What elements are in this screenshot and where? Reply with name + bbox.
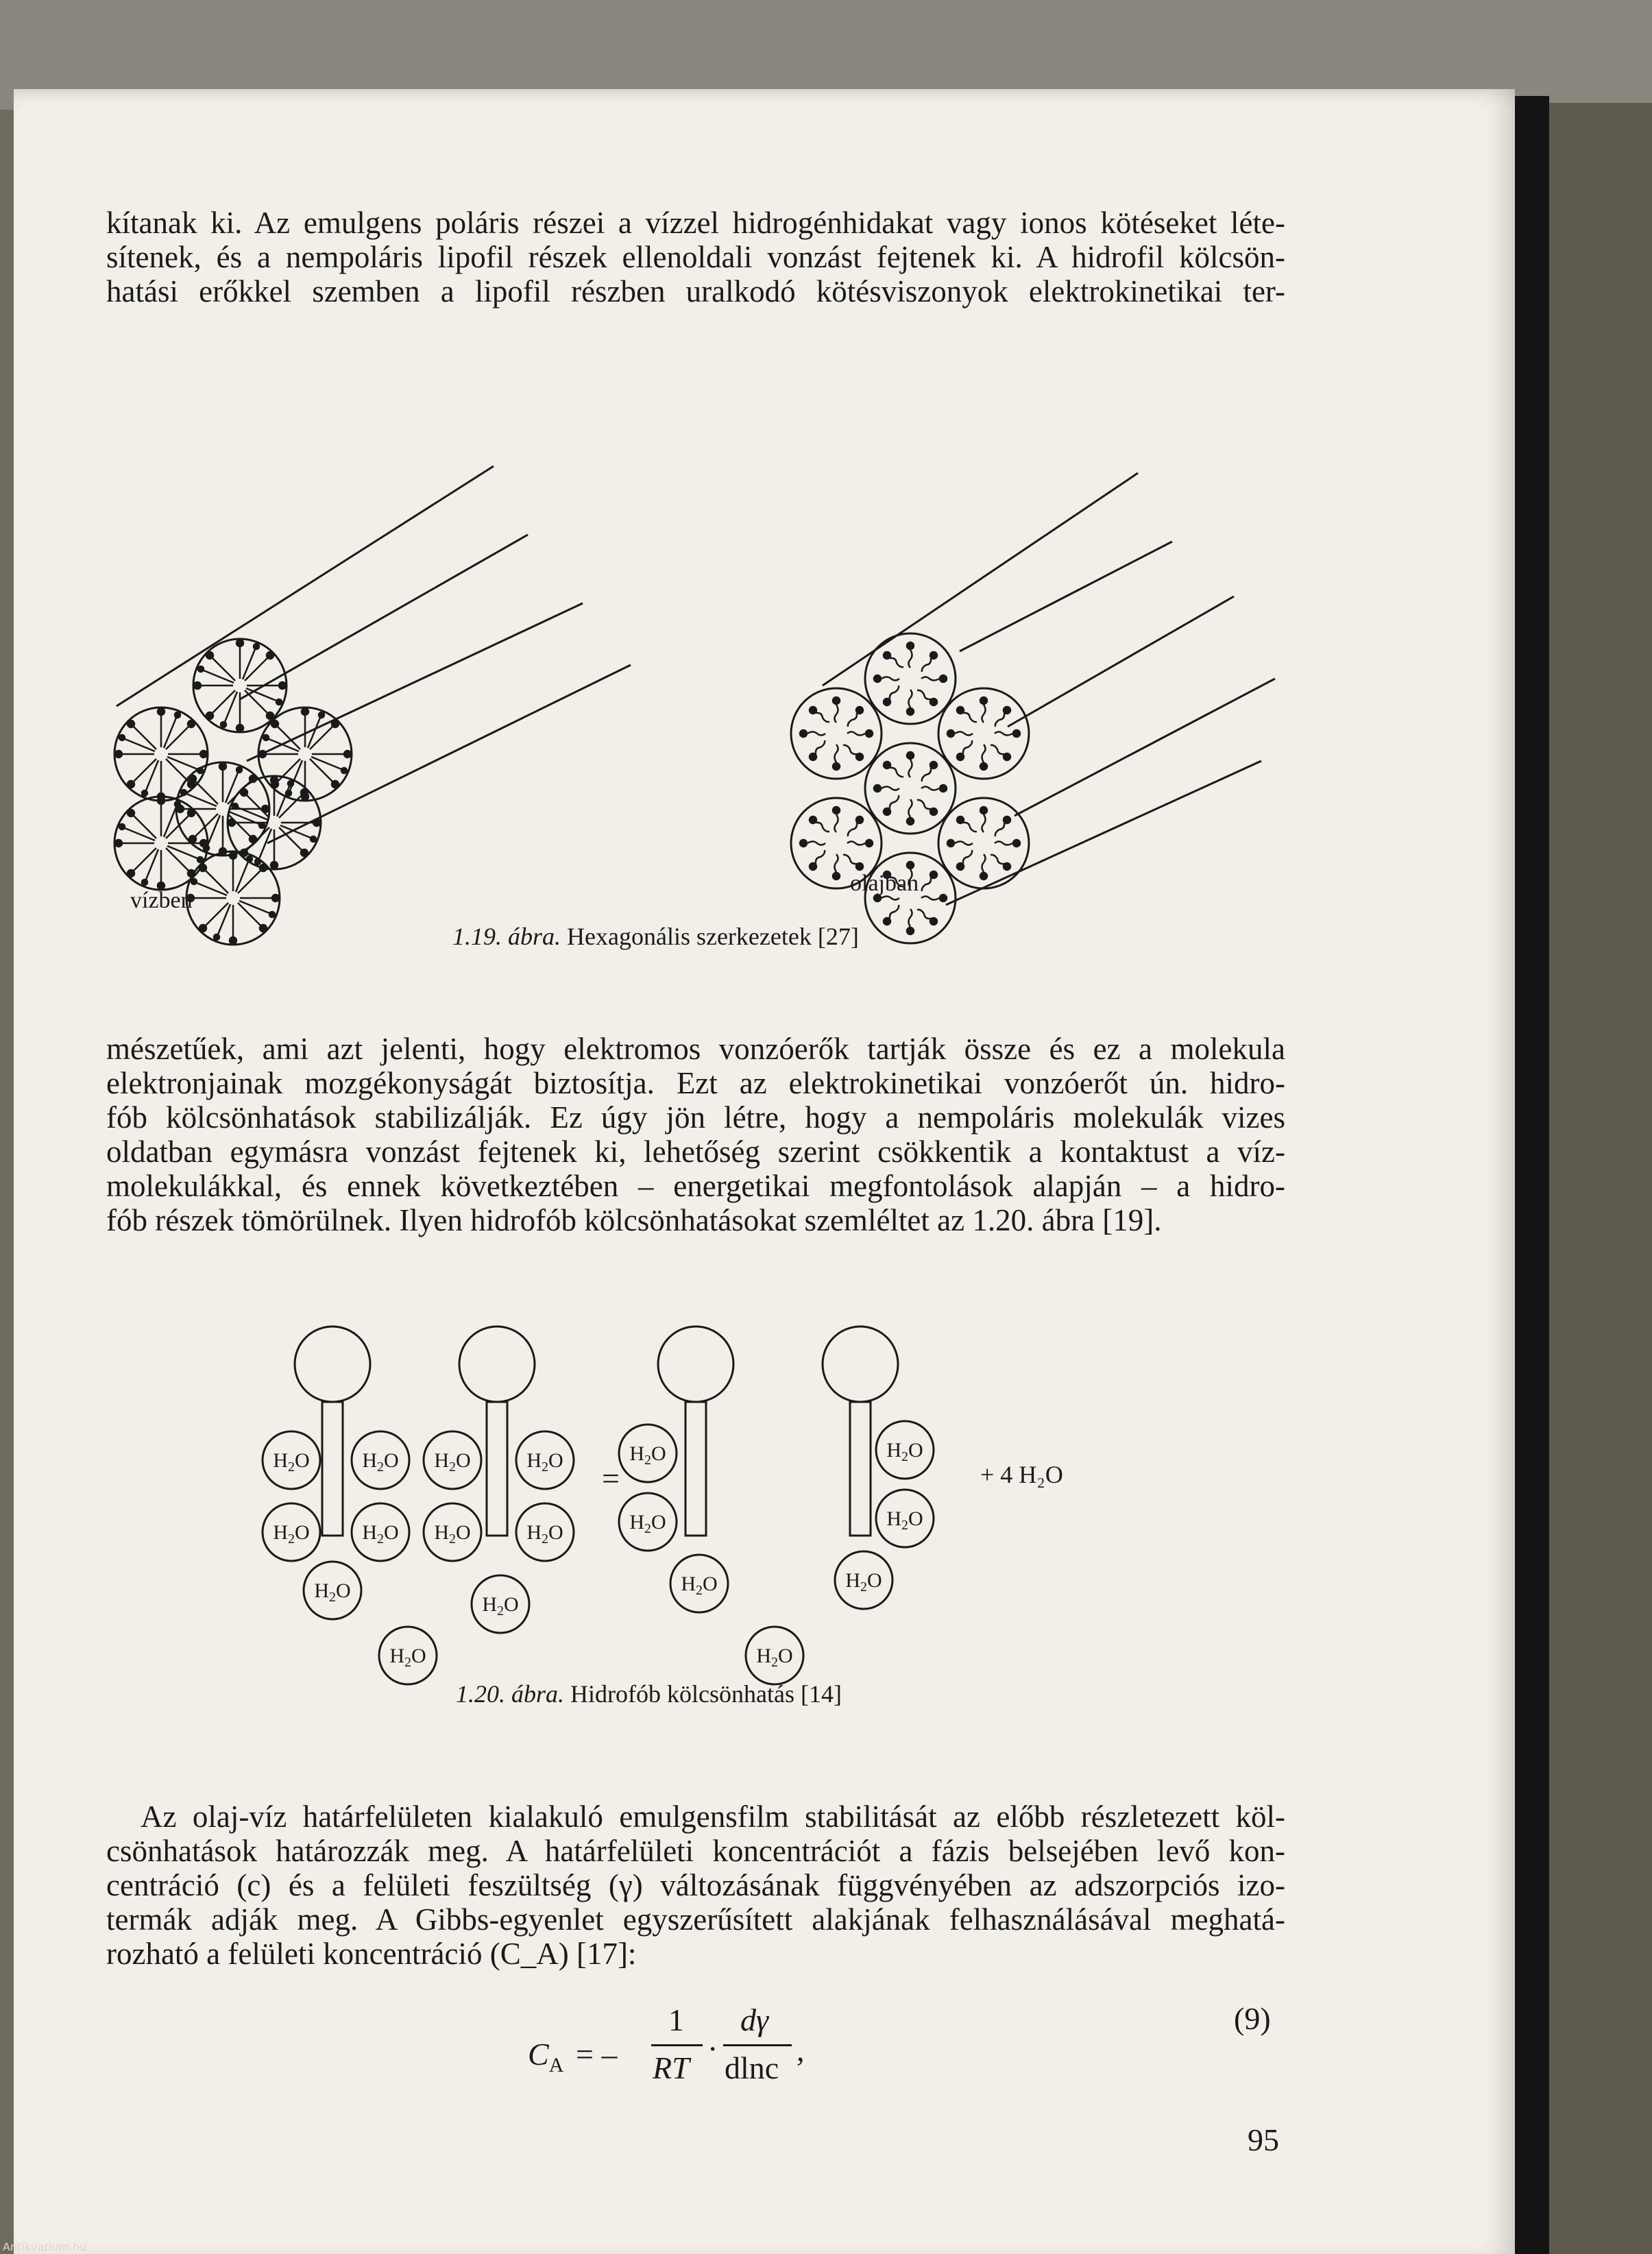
text-line: csönhatások határozzák meg. A határfelületi koncentrációt a fázis belsejében levő kon- — [106, 1834, 1285, 1868]
eq-comma: , — [797, 2033, 805, 2068]
svg-text:H2O: $H_2O$ — [362, 1449, 399, 1475]
svg-text:H2O: $H_2O$ — [273, 1449, 310, 1475]
eq-fraction-bar-1 — [651, 2044, 703, 2046]
text-line: Az olaj-víz határfelületen kialakuló emulgensfilm stabilitását az előbb részletezett köl- — [141, 1799, 1285, 1834]
paragraph-2 — [106, 1032, 1285, 1237]
text-line: centráció (c) és a felületi feszültség (γ) változásának függvényében az adszorpciós izo- — [106, 1868, 1285, 1902]
svg-text:H2O: $H_2O$ — [434, 1521, 471, 1547]
svg-text:H2O: $H_2O$ — [886, 1439, 923, 1464]
figure-1-caption-text: Hexagonális szerkezetek [27] — [567, 923, 859, 950]
eq-num1: 1 — [668, 2002, 684, 2037]
svg-text:H2O: $H_2O$ — [273, 1521, 310, 1547]
figure-2-number: 1.20. ábra. — [456, 1680, 565, 1708]
text-line: mészetűek, ami azt jelenti, hogy elektromos vonzóerők tartják össze és ez a molekula — [106, 1032, 1285, 1066]
eq-fraction-bar-2 — [723, 2044, 792, 2046]
text-line: kítanak ki. Az emulgens poláris részei a vízzel hidrogénhidakat vagy ionos kötéseket léte- — [106, 206, 1285, 240]
svg-text:H2O: $H_2O$ — [845, 1569, 882, 1595]
eq-den1: RT — [653, 2050, 690, 2085]
book-page — [14, 89, 1515, 2254]
text-line: elektronjainak mozgékonyságát biztosítja. Ezt az elektrokinetikai vonzóerőt ún. hidro- — [106, 1066, 1285, 1100]
text-line: oldatban egymásra vonzást fejtenek ki, lehetőség szerint csökkentik a kontaktust a víz- — [106, 1135, 1285, 1169]
svg-text:H2O: $H_2O$ — [629, 1511, 666, 1536]
text-line: fób részek tömörülnek. Ilyen hidrofób kölcsönhatásokat szemléltet az 1.20. ábra [19]. — [106, 1203, 1162, 1237]
svg-text:H2O: $H_2O$ — [389, 1645, 426, 1670]
svg-text:H2O: $H_2O$ — [482, 1593, 519, 1619]
gibbs-equation — [528, 2002, 871, 2105]
paragraph-1 — [106, 206, 1285, 308]
equals-sign: = — [602, 1461, 620, 1496]
eq-lhs: $C_A$ — [528, 2037, 564, 2077]
figure-1-caption — [452, 922, 859, 951]
eq-num2: dγ — [740, 2002, 769, 2037]
eq-equals: = – — [576, 2037, 618, 2072]
svg-text:H2O: $H_2O$ — [886, 1507, 923, 1533]
page-number: 95 — [1248, 2122, 1279, 2157]
svg-text:H2O: $H_2O$ — [629, 1442, 666, 1468]
hydrophobic-interaction-figure — [14, 1309, 1515, 1670]
svg-text:H2O: $H_2O$ — [314, 1579, 351, 1605]
eq-den2: dlnc — [725, 2050, 779, 2085]
plus-water-label: + 4 H₂O — [980, 1461, 1063, 1488]
label-oil: olajban — [850, 871, 919, 896]
figure-1-number: 1.19. ábra. — [452, 923, 561, 950]
svg-text:H2O: $H_2O$ — [526, 1449, 563, 1475]
text-line: fób kölcsönhatások stabilizálják. Ez úgy jön létre, hogy a nempoláris molekulák vizes — [106, 1100, 1285, 1135]
svg-text:H2O: $H_2O$ — [526, 1521, 563, 1547]
figure-2-caption — [456, 1680, 842, 1708]
eq-dot: · — [707, 2031, 718, 2066]
text-line: termák adják meg. A Gibbs-egyenlet egyszerűsített alakjának felhasználásával meghatá- — [106, 1902, 1285, 1937]
figure-2-caption-text: Hidrofób kölcsönhatás [14] — [570, 1680, 842, 1708]
svg-text:H2O: $H_2O$ — [756, 1645, 793, 1670]
text-line: hatási erőkkel szemben a lipofil részben uralkodó kötésviszonyok elektrokinetikai ter- — [106, 274, 1285, 308]
text-line: molekulákkal, és ennek következtében – energetikai megfontolások alapján – a hidro- — [106, 1169, 1285, 1203]
svg-text:H2O: $H_2O$ — [434, 1449, 471, 1475]
background-right — [1542, 103, 1652, 2254]
hexagonal-structures-figure — [14, 363, 1515, 912]
label-water: vízben — [130, 888, 193, 913]
paragraph-3 — [106, 1799, 1285, 1971]
watermark: Antikvarium.hu — [3, 2240, 87, 2253]
svg-text:H2O: $H_2O$ — [362, 1521, 399, 1547]
text-line: sítenek, és a nempoláris lipofil részek ellenoldali vonzást fejtenek ki. A hidrofil kölcsön- — [106, 240, 1285, 274]
equation-number: (9) — [1234, 2001, 1271, 2036]
text-line: rozható a felületi koncentráció (C_A) [17]: — [106, 1937, 637, 1971]
svg-text:H2O: $H_2O$ — [681, 1573, 718, 1598]
